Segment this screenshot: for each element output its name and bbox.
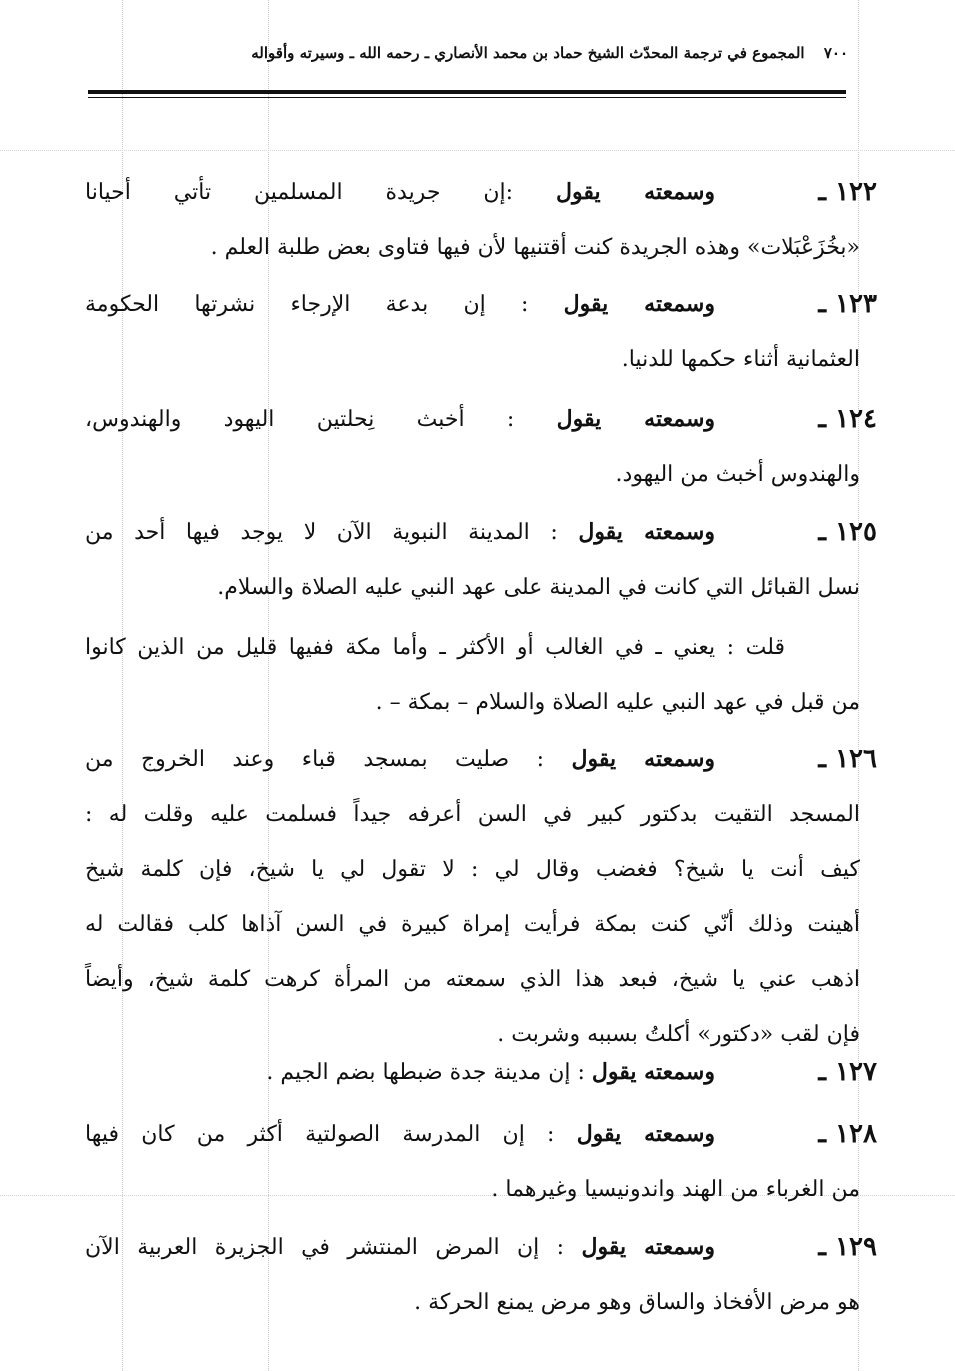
scan-guide-line: [0, 150, 955, 151]
entry-127: [85, 1045, 877, 1100]
speaker-phrase: وسمعته يقول: [571, 746, 715, 772]
entry-129-continued: [85, 1275, 860, 1330]
entry-123-continued: [85, 332, 860, 387]
entry-line: وسمعته يقول : إن المرض المنتشر في الجزيرة العربية الآن: [85, 1234, 715, 1260]
entry-line: وسمعته يقول : إن بدعة الإرجاء نشرتها الحكومة: [85, 291, 715, 317]
entry-125-continued: [85, 560, 860, 615]
entry-128-continued: [85, 1162, 860, 1217]
entry-123: [85, 277, 877, 332]
note-line: قلت : يعني ـ في الغالب أو الأكثر ـ وأما مكة ففيها قليل من الذين كانوا: [85, 635, 785, 660]
speaker-phrase: وسمعته يقول: [556, 406, 715, 432]
entry-line: نسل القبائل التي كانت في المدينة على عهد النبي عليه الصلاة والسلام.: [217, 575, 860, 600]
entry-line: من الغرباء من الهند واندونيسيا وغيرهما .: [491, 1177, 860, 1202]
entry-number: ١٢٢ ـ: [818, 177, 877, 207]
entry-line: وسمعته يقول : إن مدينة جدة ضبطها بضم الجيم .: [266, 1059, 715, 1085]
entry-number: ١٢٧ ـ: [818, 1057, 877, 1087]
entry-122: [85, 165, 877, 220]
entry-line: وسمعته يقول : صليت بمسجد قباء وعند الخروج من: [85, 746, 715, 772]
note-line: من قبل في عهد النبي عليه الصلاة والسلام – بمكة – .: [375, 690, 860, 715]
speaker-phrase: وسمعته يقول: [578, 519, 715, 545]
entry-line: وسمعته يقول : إن المدرسة الصولتية أكثر من كان فيها: [85, 1121, 716, 1147]
entry-line: فإن لقب «دكتور» أكلتُ بسببه وشربت .: [497, 1022, 860, 1047]
header-rule-thin: [88, 97, 846, 98]
header-rule-thick: [88, 90, 846, 94]
entry-line: والهندوس أخبث من اليهود.: [615, 462, 860, 487]
entry-number: ١٢٨ ـ: [818, 1119, 877, 1149]
entry-129: [85, 1220, 877, 1275]
entry-line: العثمانية أثناء حكمها للدنيا.: [621, 347, 860, 372]
entry-line: أهينت وذلك أنّي كنت بمكة فرأيت إمراة كبيرة في السن آذاها كلب فقالت له: [85, 912, 860, 937]
entry-line: «بخُزَعْبَلات» وهذه الجريدة كنت أقتنيها لأن فيها فتاوى بعض طلبة العلم .: [210, 235, 860, 260]
entry-number: ١٢٤ ـ: [818, 404, 877, 434]
entry-124-continued: [85, 447, 860, 502]
speaker-phrase: وسمعته يقول: [576, 1121, 716, 1147]
entry-122-continued: [85, 220, 860, 275]
entry-number: ١٢٣ ـ: [818, 289, 877, 319]
entry-line: كيف أنت يا شيخ؟ فغضب وقال لي : لا تقول لي يا شيخ، فإن كلمة شيخ: [85, 857, 860, 882]
entry-number: ١٢٥ ـ: [818, 517, 877, 547]
entry-line: وسمعته يقول : أخبث نِحلتين اليهود والهندوس،: [85, 406, 715, 432]
entry-128: [85, 1107, 877, 1162]
speaker-phrase: وسمعته يقول: [581, 1234, 715, 1260]
author-note: [85, 620, 860, 730]
running-title: المجموع في ترجمة المحدّث الشيخ حماد بن محمد الأنصاري ـ رحمه الله ـ وسيرته وأقواله: [251, 44, 805, 62]
entry-line: المسجد التقيت بدكتور كبير في السن أعرفه جيداً فسلمت عليه وقلت له :: [85, 802, 860, 827]
entry-124: [85, 392, 877, 447]
entry-line: هو مرض الأفخاذ والساق وهو مرض يمنع الحركة .: [414, 1290, 860, 1315]
entry-126-continued: [85, 787, 860, 1062]
entry-line: وسمعته يقول :إن جريدة المسلمين تأتي أحيانا: [85, 179, 716, 205]
speaker-phrase: وسمعته يقول: [591, 1059, 715, 1085]
entry-line: وسمعته يقول : المدينة النبوية الآن لا يوجد فيها أحد من: [85, 519, 715, 545]
entry-number: ١٢٩ ـ: [818, 1232, 877, 1262]
page-number: ٧٠٠: [823, 44, 848, 62]
running-header: [88, 44, 848, 62]
speaker-phrase: وسمعته يقول: [563, 291, 715, 317]
entry-126: [85, 732, 877, 787]
entry-125: [85, 505, 877, 560]
entry-line: اذهب عني يا شيخ، فبعد هذا الذي سمعته من المرأة كرهت كلمة شيخ، وأيضاً: [85, 967, 860, 992]
entry-number: ١٢٦ ـ: [818, 744, 877, 774]
speaker-phrase: وسمعته يقول: [555, 179, 716, 205]
